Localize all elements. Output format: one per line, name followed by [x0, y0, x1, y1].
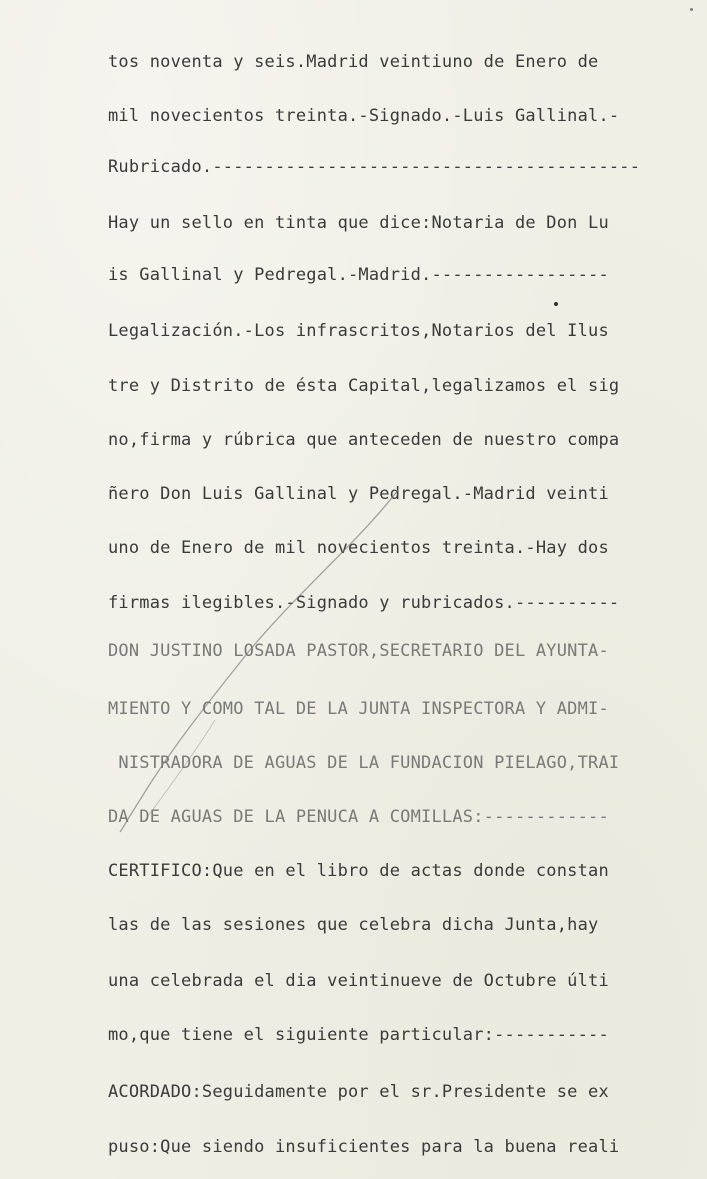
- text-line-11: firmas ilegibles.-Signado y rubricados.----------: [108, 593, 620, 613]
- text-line-1: tos noventa y seis.Madrid veintiuno de Enero de: [108, 52, 599, 72]
- text-line-10: uno de Enero de mil novecientos treinta.-Hay dos: [108, 538, 609, 558]
- text-line-17: las de las sesiones que celebra dicha Junta,hay: [108, 915, 599, 935]
- text-line-12: DON JUSTINO LOSADA PASTOR,SECRETARIO DEL AYUNTA-: [108, 641, 609, 661]
- text-line-6: Legalización.-Los infrascritos,Notarios del Ilus: [108, 321, 609, 341]
- text-line-7: tre y Distrito de ésta Capital,legalizamos el sig: [108, 376, 620, 396]
- text-line-19: mo,que tiene el siguiente particular:-----------: [108, 1025, 609, 1045]
- text-line-8: no,firma y rúbrica que anteceden de nuestro compa: [108, 430, 620, 450]
- ink-speck: [554, 302, 558, 306]
- text-line-13: MIENTO Y COMO TAL DE LA JUNTA INSPECTORA Y ADMI-: [108, 699, 609, 719]
- text-line-3: Rubricado.-----------------------------------------: [108, 157, 641, 177]
- text-line-20: ACORDADO:Seguidamente por el sr.Presidente se ex: [108, 1082, 609, 1102]
- text-line-18: una celebrada el dia veintinueve de Octubre últi: [108, 971, 609, 991]
- text-line-5: is Gallinal y Pedregal.-Madrid.-----------------: [108, 265, 609, 285]
- text-line-2: mil novecientos treinta.-Signado.-Luis Gallinal.-: [108, 106, 620, 126]
- text-line-9: ñero Don Luis Gallinal y Pedregal.-Madrid veinti: [108, 484, 609, 504]
- text-line-16: CERTIFICO:Que en el libro de actas donde constan: [108, 861, 609, 881]
- text-line-21: puso:Que siendo insuficientes para la buena reali: [108, 1137, 620, 1157]
- ink-speck: [690, 8, 693, 11]
- text-line-4: Hay un sello en tinta que dice:Notaria de Don Lu: [108, 213, 609, 233]
- text-line-15: DA DE AGUAS DE LA PENUCA A COMILLAS:------------: [108, 807, 609, 827]
- text-line-14: NISTRADORA DE AGUAS DE LA FUNDACION PIELAGO,TRAI: [108, 753, 620, 773]
